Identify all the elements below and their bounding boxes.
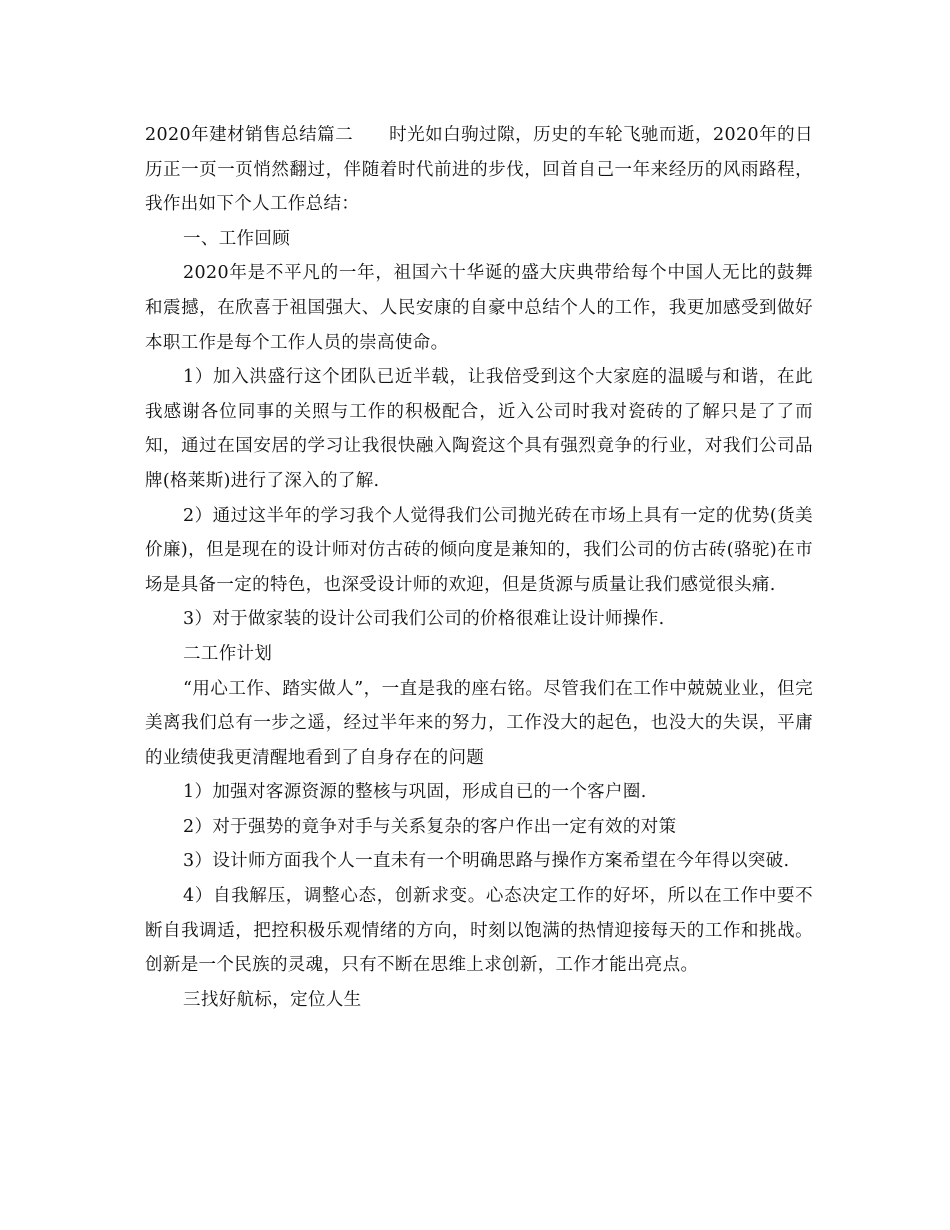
review-item-2: 2）通过这半年的学习我个人觉得我们公司抛光砖在市场上具有一定的优势(货美价廉)，但是现在的设计师对仿古砖的倾向度是兼知的，我们公司的仿古砖(骆驼)在市场是具备一定的特色，也深受设计师的欢迎，但是货源与质量让我们感觉很头痛. (145, 505, 813, 595)
plan-paragraph: “用心工作、踏实做人”，一直是我的座右铭。尽管我们在工作中兢兢业业，但完美离我们总有一步之遥，经过半年来的努力，工作没大的起色，也没大的失误，平庸的业绩使我更清醒地看到了自身存在的问题 (145, 678, 813, 768)
document-body (145, 118, 813, 1017)
review-item-3: 3）对于做家装的设计公司我们公司的价格很难让设计师操作. (183, 609, 665, 630)
review-paragraph: 2020年是不平凡的一年，祖国六十华诞的盛大庆典带给每个中国人无比的鼓舞和震撼，在欣喜于祖国强大、人民安康的自豪中总结个人的工作，我更加感受到做好本职工作是每个工作人员的崇高使命。 (145, 263, 813, 353)
review-item-1: 1）加入洪盛行这个团队已近半载，让我倍受到这个大家庭的温暖与和谐，在此我感谢各位同事的关照与工作的积极配合，近入公司时我对瓷砖的了解只是了了而知，通过在国安居的学习让我很快融入陶瓷这个具有强烈竟争的行业，对我们公司品牌(格莱斯)进行了深入的了解. (145, 367, 813, 491)
section-heading-plan: 二工作计划 (183, 643, 273, 664)
plan-item-1: 1）加强对客源资源的整核与巩固，形成自已的一个客户圈. (183, 782, 647, 803)
plan-item-4: 4）自我解压，调整心态，创新求变。心态决定工作的好坏，所以在工作中要不断自我调适，把控积极乐观情绪的方向，时刻以饱满的热情迎接每天的工作和挑战。创新是一个民族的灵魂，只有不断在思维上求创新，工作才能出亮点。 (145, 886, 813, 976)
section-heading-review: 一、工作回顾 (183, 228, 291, 249)
section-heading-goal: 三找好航标，定位人生 (183, 989, 362, 1010)
plan-item-2: 2）对于强势的竟争对手与关系复杂的客户作出一定有效的对策 (183, 816, 677, 837)
plan-item-3: 3）设计师方面我个人一直未有一个明确思路与操作方案希望在今年得以突破. (183, 851, 790, 872)
intro-paragraph: 2020年建材销售总结篇二 时光如白驹过隙，历史的车轮飞驰而逝，2020年的日历正一页一页悄然翻过，伴随着时代前进的步伐，回首自己一年来经历的风雨路程，我作出如下个人工作总结： (145, 125, 813, 215)
